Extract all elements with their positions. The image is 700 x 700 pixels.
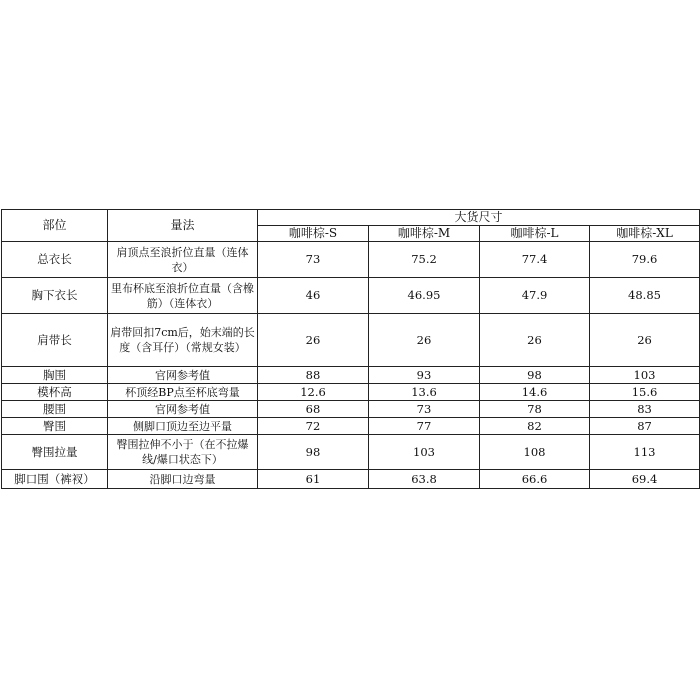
row-method: 肩顶点至浪折位直量（连体衣） [108,242,258,278]
row-part: 胸围 [2,367,108,384]
table-row [2,418,700,435]
table-row [2,435,700,470]
row-value-l: 82 [480,418,590,435]
row-value-m: 13.6 [369,384,480,401]
row-value-s: 46 [258,278,369,314]
header-method: 量法 [108,210,258,242]
row-value-s: 98 [258,435,369,470]
row-part: 脚口围（裤衩） [2,470,108,489]
header-size-xl: 咖啡棕-XL [590,226,700,242]
row-value-l: 14.6 [480,384,590,401]
row-value-s: 12.6 [258,384,369,401]
row-value-xl: 87 [590,418,700,435]
row-value-xl: 83 [590,401,700,418]
row-value-l: 98 [480,367,590,384]
row-method: 侧脚口顶边至边平量 [108,418,258,435]
table-row [2,242,700,278]
header-size-s: 咖啡棕-S [258,226,369,242]
row-value-xl: 26 [590,314,700,367]
row-method: 杯顶经BP点至杯底弯量 [108,384,258,401]
row-value-l: 78 [480,401,590,418]
row-value-l: 77.4 [480,242,590,278]
row-value-l: 26 [480,314,590,367]
table-row [2,401,700,418]
row-method: 官网参考值 [108,367,258,384]
row-part: 臀围 [2,418,108,435]
table-row [2,314,700,367]
header-part: 部位 [2,210,108,242]
row-value-xl: 69.4 [590,470,700,489]
row-method: 官网参考值 [108,401,258,418]
row-value-m: 26 [369,314,480,367]
row-part: 胸下衣长 [2,278,108,314]
row-value-xl: 103 [590,367,700,384]
table-row [2,278,700,314]
row-method: 里布杯底至浪折位直量（含橡筋）（连体衣） [108,278,258,314]
header-size-l: 咖啡棕-L [480,226,590,242]
row-value-l: 47.9 [480,278,590,314]
row-value-s: 88 [258,367,369,384]
row-part: 总衣长 [2,242,108,278]
row-value-s: 26 [258,314,369,367]
row-value-l: 108 [480,435,590,470]
row-value-s: 72 [258,418,369,435]
row-value-xl: 113 [590,435,700,470]
row-part: 模杯高 [2,384,108,401]
row-value-m: 63.8 [369,470,480,489]
row-value-m: 103 [369,435,480,470]
table-row [2,367,700,384]
row-value-l: 66.6 [480,470,590,489]
row-value-xl: 79.6 [590,242,700,278]
row-value-s: 68 [258,401,369,418]
table-row [2,384,700,401]
row-value-s: 73 [258,242,369,278]
row-value-s: 61 [258,470,369,489]
row-value-m: 77 [369,418,480,435]
row-value-m: 75.2 [369,242,480,278]
row-part: 腰围 [2,401,108,418]
row-method: 肩带回扣7cm后，始末端的长度（含耳仔）（常规女装） [108,314,258,367]
row-value-xl: 15.6 [590,384,700,401]
header-size-group: 大货尺寸 [258,210,700,226]
row-method: 沿脚口边弯量 [108,470,258,489]
row-part: 臀围拉量 [2,435,108,470]
table-row [2,470,700,489]
row-method: 臀围拉伸不小于（在不拉爆线/爆口状态下） [108,435,258,470]
row-part: 肩带长 [2,314,108,367]
row-value-xl: 48.85 [590,278,700,314]
header-size-m: 咖啡棕-M [369,226,480,242]
row-value-m: 46.95 [369,278,480,314]
row-value-m: 93 [369,367,480,384]
size-chart-table [1,209,700,489]
row-value-m: 73 [369,401,480,418]
